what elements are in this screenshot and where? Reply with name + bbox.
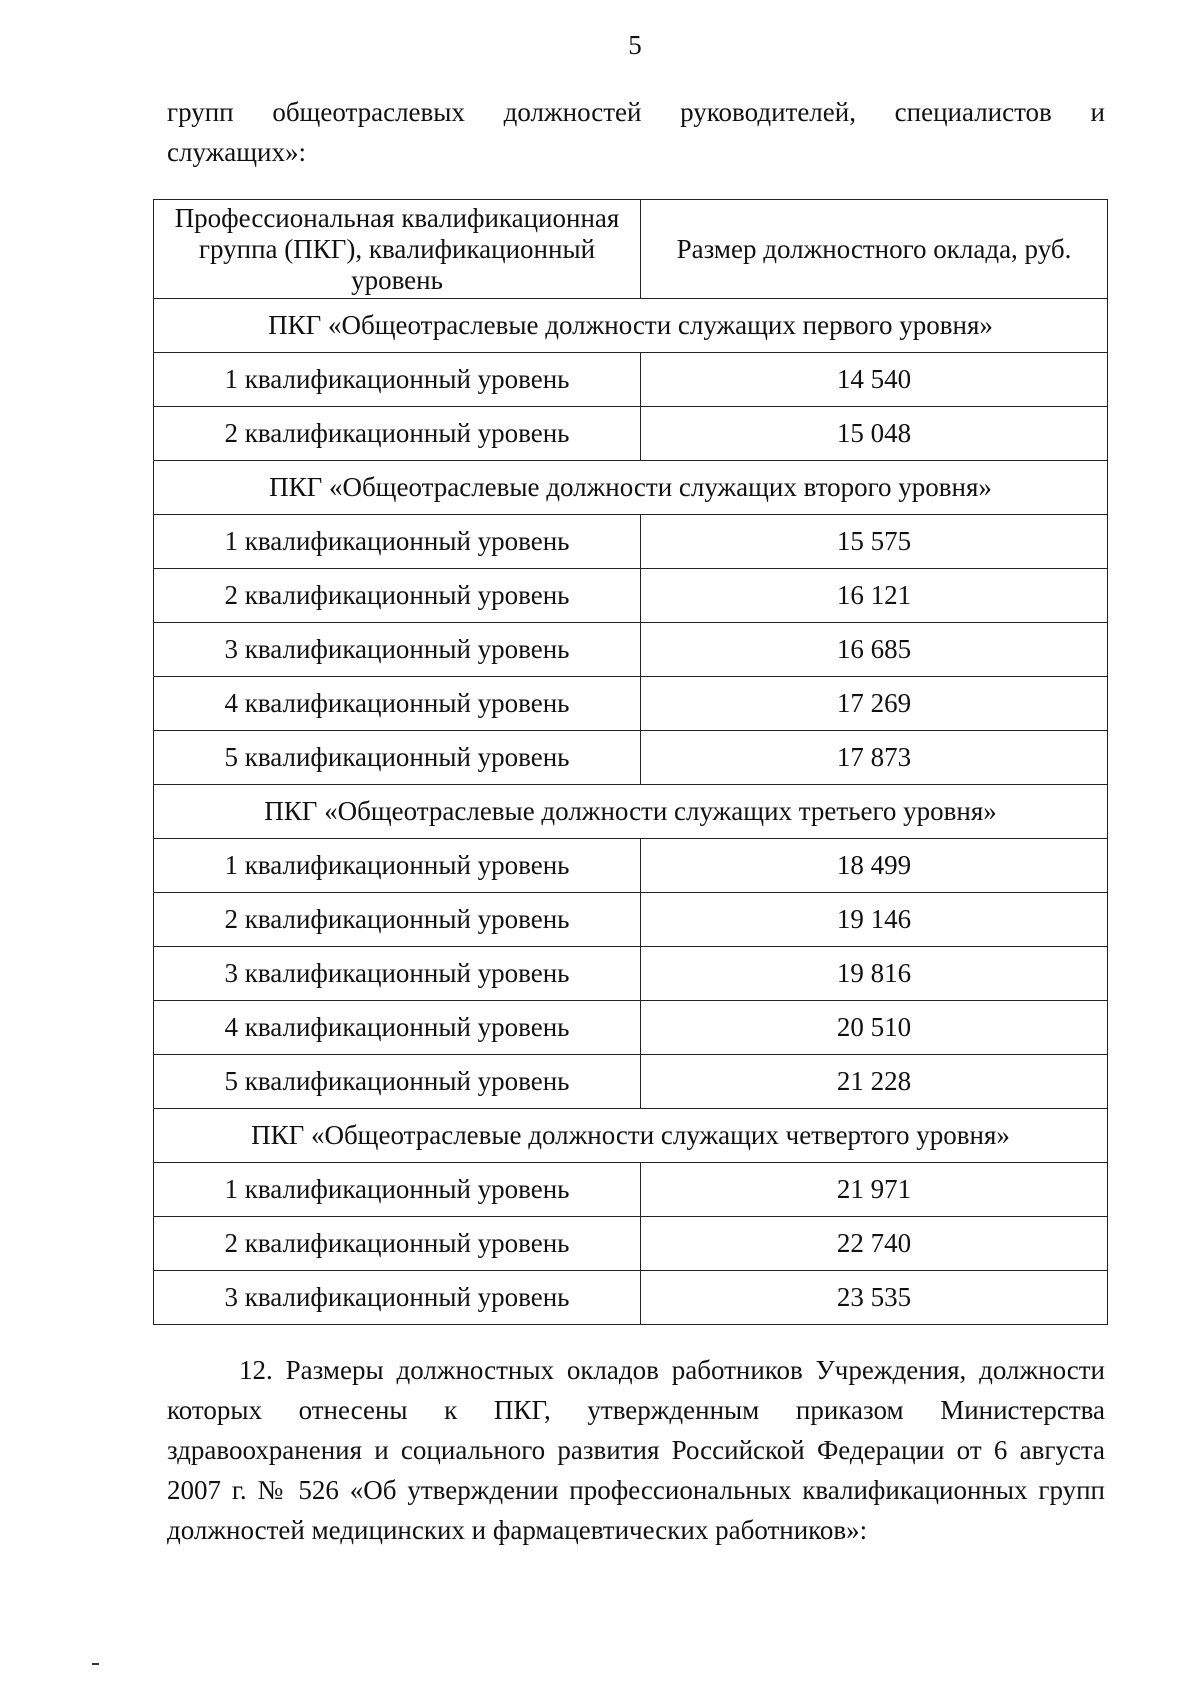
table-row: [154, 1217, 1108, 1271]
salary-amount: 14 540: [641, 353, 1108, 407]
salary-amount: 19 816: [641, 947, 1108, 1001]
table-row: [154, 515, 1108, 569]
group-title: ПКГ «Общеотраслевые должности служащих первого уровня»: [154, 299, 1108, 353]
salary-table: [153, 199, 1108, 1325]
group-header-row: [154, 1109, 1108, 1163]
intro-word: должностей: [503, 97, 642, 127]
intro-line-2: служащих»:: [167, 137, 306, 167]
header-salary: [641, 200, 1108, 299]
table-row: [154, 947, 1108, 1001]
salary-amount: 23 535: [641, 1271, 1108, 1325]
qualification-level: 4 квалификационный уровень: [154, 677, 641, 731]
qualification-level: 2 квалификационный уровень: [154, 569, 641, 623]
table-header-row: [154, 200, 1108, 299]
table-row: [154, 407, 1108, 461]
qualification-level: 3 квалификационный уровень: [154, 947, 641, 1001]
header-qualification-group-text: Профессиональная квалификационная группа (ПКГ), квалификационный уровень: [174, 202, 620, 295]
salary-amount: 18 499: [641, 839, 1108, 893]
header-salary-text: Размер должностного оклада, руб.: [676, 233, 1072, 264]
qualification-level: 2 квалификационный уровень: [154, 893, 641, 947]
salary-amount: 22 740: [641, 1217, 1108, 1271]
qualification-level: 1 квалификационный уровень: [154, 1163, 641, 1217]
group-header-row: [154, 461, 1108, 515]
qualification-level: 4 квалификационный уровень: [154, 1001, 641, 1055]
salary-amount: 21 228: [641, 1055, 1108, 1109]
group-header-row: [154, 299, 1108, 353]
intro-word: групп: [167, 97, 234, 127]
salary-amount: 15 575: [641, 515, 1108, 569]
paragraph-12: 12. Размеры должностных окладов работников Учреждения, должности которых отнесены к ПКГ, утвержденным приказом Министерства здравоохранения и социального развития Российской Федерации от 6 августа 2007 г. № 526 «Об утверждении профессиональных квалификационных групп должностей медицинских и фармацевтических работников»:: [167, 1355, 1105, 1545]
table-row: [154, 839, 1108, 893]
table-row: [154, 893, 1108, 947]
table-row: [154, 1271, 1108, 1325]
table-row: [154, 569, 1108, 623]
salary-amount: 21 971: [641, 1163, 1108, 1217]
intro-text: [167, 92, 1105, 172]
qualification-level: 2 квалификационный уровень: [154, 407, 641, 461]
group-title: ПКГ «Общеотраслевые должности служащих четвертого уровня»: [154, 1109, 1108, 1163]
qualification-level: 2 квалификационный уровень: [154, 1217, 641, 1271]
intro-word: и: [1090, 97, 1105, 127]
salary-amount: 20 510: [641, 1001, 1108, 1055]
qualification-level: 3 квалификационный уровень: [154, 1271, 641, 1325]
intro-line-1: [167, 92, 1105, 132]
group-title: ПКГ «Общеотраслевые должности служащих третьего уровня»: [154, 785, 1108, 839]
table-body: [154, 299, 1108, 1325]
salary-amount: 19 146: [641, 893, 1108, 947]
qualification-level: 5 квалификационный уровень: [154, 1055, 641, 1109]
salary-amount: 16 121: [641, 569, 1108, 623]
qualification-level: 1 квалификационный уровень: [154, 353, 641, 407]
table-row: [154, 353, 1108, 407]
page-number: 5: [628, 30, 642, 60]
table-row: [154, 731, 1108, 785]
header-qualification-group: [154, 200, 641, 299]
group-title: ПКГ «Общеотраслевые должности служащих второго уровня»: [154, 461, 1108, 515]
table-row: [154, 1001, 1108, 1055]
qualification-level: 5 квалификационный уровень: [154, 731, 641, 785]
qualification-level: 3 квалификационный уровень: [154, 623, 641, 677]
intro-word: общеотраслевых: [272, 97, 465, 127]
table-row: [154, 677, 1108, 731]
salary-amount: 16 685: [641, 623, 1108, 677]
intro-word: специалистов: [894, 97, 1052, 127]
salary-amount: 17 873: [641, 731, 1108, 785]
group-header-row: [154, 785, 1108, 839]
qualification-level: 1 квалификационный уровень: [154, 839, 641, 893]
salary-amount: 17 269: [641, 677, 1108, 731]
table-row: [154, 623, 1108, 677]
scan-mark: [92, 1663, 99, 1665]
salary-amount: 15 048: [641, 407, 1108, 461]
intro-word: руководителей,: [680, 97, 856, 127]
qualification-level: 1 квалификационный уровень: [154, 515, 641, 569]
table-row: [154, 1163, 1108, 1217]
table-row: [154, 1055, 1108, 1109]
